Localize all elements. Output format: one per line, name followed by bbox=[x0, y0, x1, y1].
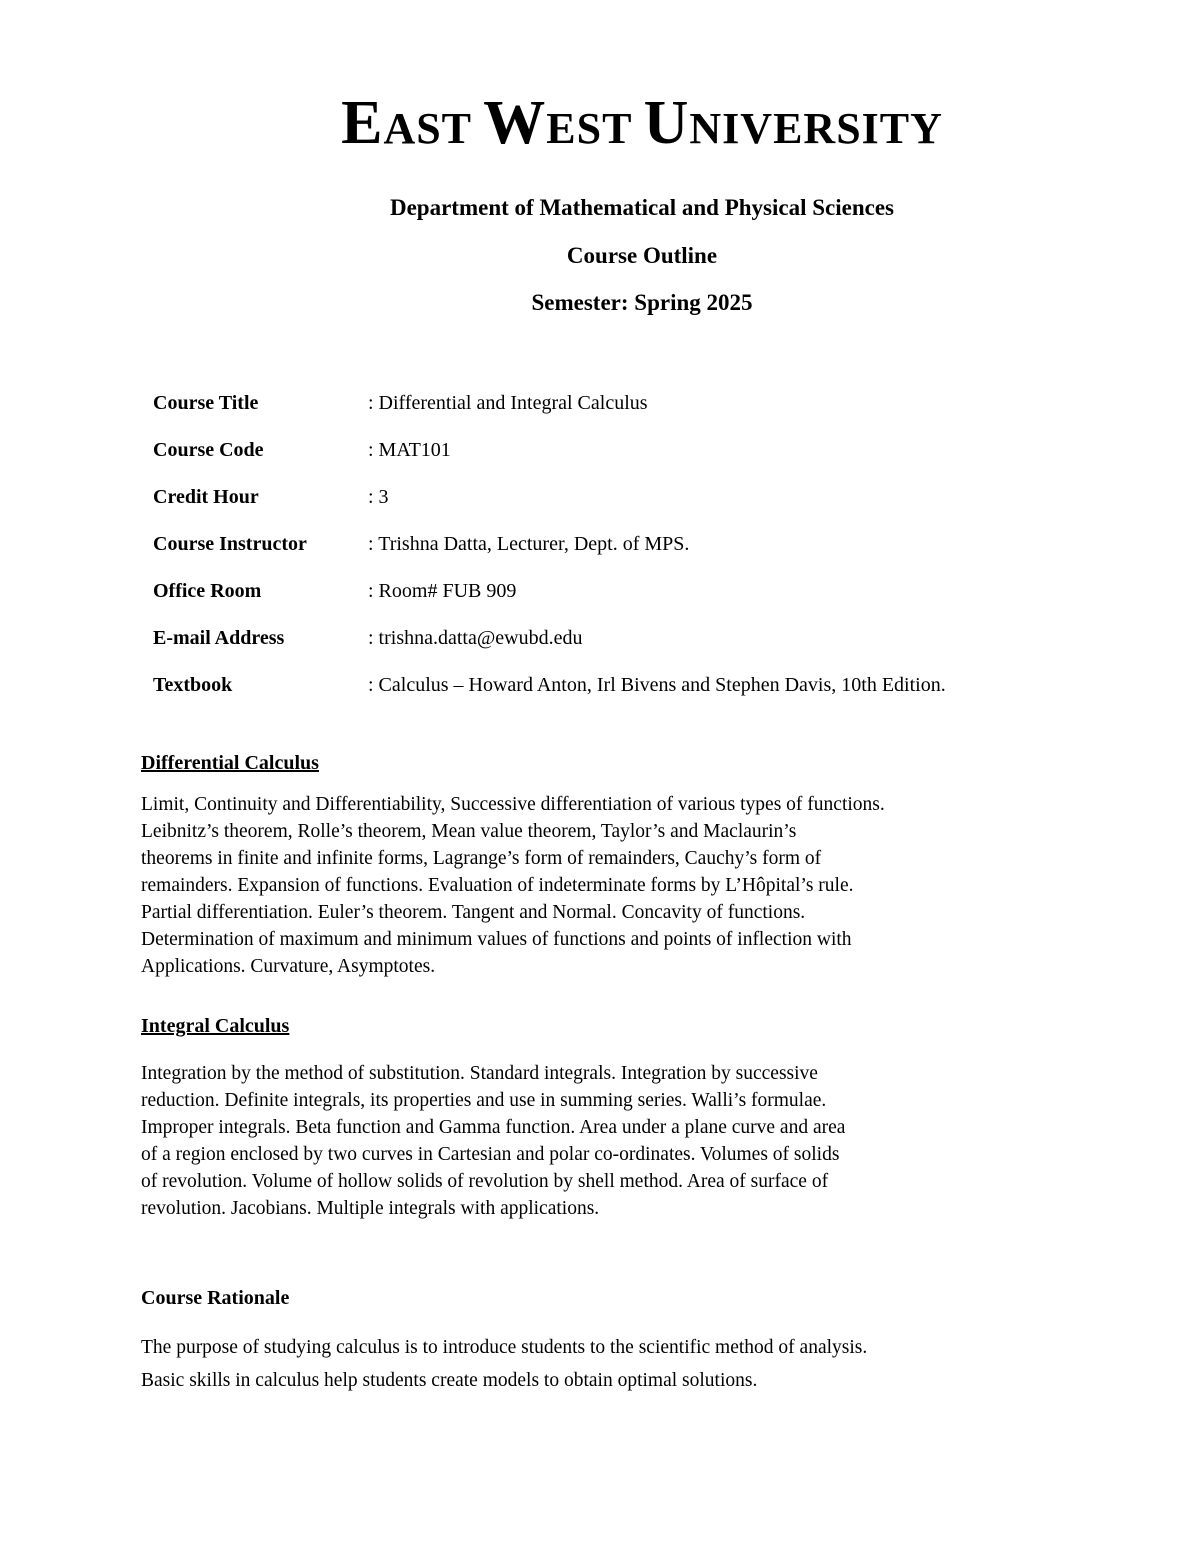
rest-university: NIVERSITY bbox=[689, 104, 943, 153]
paragraph-line: Integration by the method of substitution. Standard integrals. Integration by successive bbox=[141, 1063, 818, 1084]
credit-hour-value: : 3 bbox=[368, 486, 389, 508]
office-room-label: Office Room bbox=[153, 580, 262, 602]
course-info-row bbox=[153, 531, 1153, 578]
course-info-row bbox=[153, 578, 1153, 625]
university-name bbox=[0, 89, 1200, 157]
course-title-value: : Differential and Integral Calculus bbox=[368, 392, 648, 414]
integral-calculus-heading: Integral Calculus bbox=[141, 1015, 290, 1037]
differential-calculus-heading: Differential Calculus bbox=[141, 752, 319, 774]
initial-e: E bbox=[341, 89, 384, 157]
paragraph-line: Applications. Curvature, Asymptotes. bbox=[141, 956, 436, 977]
paragraph-line: remainders. Expansion of functions. Evaluation of indeterminate forms by L’Hôpital’s rule. bbox=[141, 875, 854, 896]
course-info-table bbox=[153, 390, 1153, 719]
textbook-label: Textbook bbox=[153, 674, 233, 696]
instructor-value: : Trishna Datta, Lecturer, Dept. of MPS. bbox=[368, 533, 690, 555]
paragraph-line: theorems in finite and infinite forms, Lagrange’s form of remainders, Cauchy’s form of bbox=[141, 848, 822, 869]
course-code-value: : MAT101 bbox=[368, 439, 451, 461]
paragraph-line: Basic skills in calculus help students create models to obtain optimal solutions. bbox=[141, 1370, 758, 1391]
paragraph-line: Limit, Continuity and Differentiability, Successive differentiation of various types of functions. bbox=[141, 794, 885, 815]
paragraph-line: revolution. Jacobians. Multiple integrals with applications. bbox=[141, 1198, 600, 1219]
differential-calculus-text bbox=[141, 791, 1051, 980]
course-code-label: Course Code bbox=[153, 439, 264, 461]
paragraph-line: of revolution. Volume of hollow solids of revolution by shell method. Area of surface of bbox=[141, 1171, 829, 1192]
document-type: Course Outline bbox=[566, 243, 718, 268]
rest-east: AST bbox=[383, 104, 472, 153]
email-label: E-mail Address bbox=[153, 627, 285, 649]
paragraph-line: of a region enclosed by two curves in Cartesian and polar co-ordinates. Volumes of solids bbox=[141, 1144, 840, 1165]
course-rationale-text bbox=[141, 1331, 1051, 1397]
integral-calculus-text bbox=[141, 1060, 1051, 1222]
rest-west: EST bbox=[546, 104, 632, 153]
office-room-value: : Room# FUB 909 bbox=[368, 580, 517, 602]
paragraph-line: The purpose of studying calculus is to introduce students to the scientific method of analysis. bbox=[141, 1337, 868, 1358]
paragraph-line: Determination of maximum and minimum values of functions and points of inflection with bbox=[141, 929, 852, 950]
course-title-label: Course Title bbox=[153, 392, 259, 414]
paragraph-line: Improper integrals. Beta function and Gamma function. Area under a plane curve and area bbox=[141, 1117, 846, 1138]
course-info-row bbox=[153, 437, 1153, 484]
course-rationale-heading: Course Rationale bbox=[141, 1287, 290, 1309]
paragraph-line: Partial differentiation. Euler’s theorem. Tangent and Normal. Concavity of functions. bbox=[141, 902, 806, 923]
initial-w: W bbox=[483, 89, 547, 157]
credit-hour-label: Credit Hour bbox=[153, 486, 259, 508]
department-name: Department of Mathematical and Physical Sciences bbox=[389, 195, 894, 220]
paragraph-line: Leibnitz’s theorem, Rolle’s theorem, Mean value theorem, Taylor’s and Maclaurin’s bbox=[141, 821, 797, 842]
initial-u: U bbox=[643, 89, 690, 157]
instructor-label: Course Instructor bbox=[153, 533, 307, 555]
paragraph-line: reduction. Definite integrals, its properties and use in summing series. Walli’s formulae. bbox=[141, 1090, 827, 1111]
semester: Semester: Spring 2025 bbox=[531, 290, 753, 315]
course-info-row bbox=[153, 625, 1153, 672]
course-info-row bbox=[153, 672, 1153, 719]
textbook-value: : Calculus – Howard Anton, Irl Bivens and Stephen Davis, 10th Edition. bbox=[368, 674, 946, 696]
course-info-row bbox=[153, 484, 1153, 531]
course-info-row bbox=[153, 390, 1153, 437]
email-value: : trishna.datta@ewubd.edu bbox=[368, 627, 583, 649]
